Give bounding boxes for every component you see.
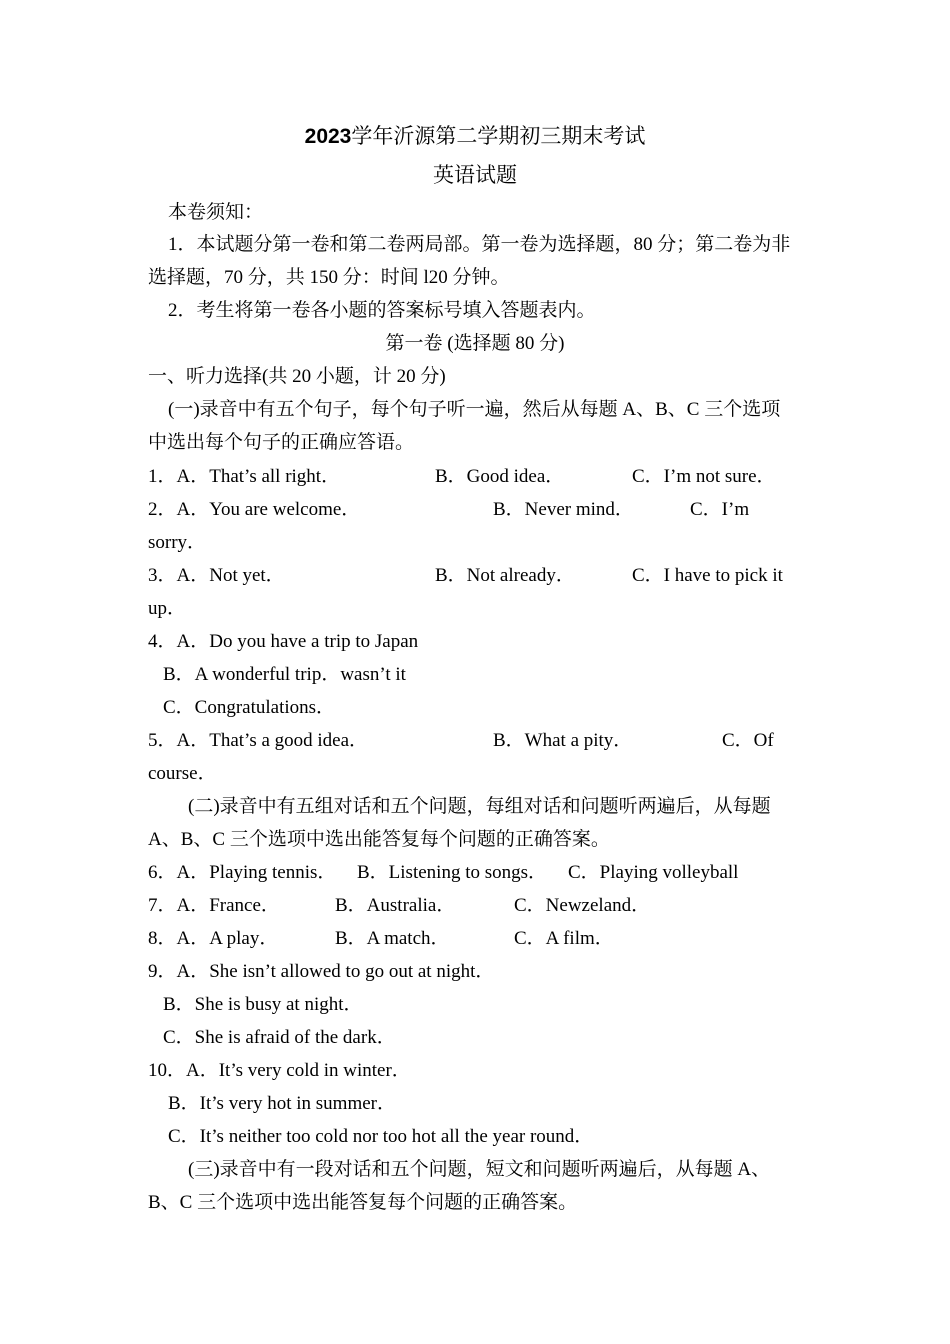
q9-option-c: C．She is afraid of the dark． <box>163 1027 396 1048</box>
q8-option-a: 8．A．A play． <box>148 928 279 949</box>
q4-option-b: B．A wonderful trip．wasn’t it <box>163 664 406 685</box>
q5-option-a: 5．A．That’s a good idea． <box>148 730 369 751</box>
q7-option-c: C．Newzeland． <box>514 895 651 916</box>
exam-subtitle: 英语试题 <box>433 163 517 187</box>
q6-option-c: C．Playing volleyball <box>568 862 739 883</box>
q2-option-a: 2．A．You are welcome． <box>148 499 361 520</box>
q1-option-c: C．I’m not sure． <box>632 466 776 487</box>
q8-option-b: B．A match． <box>335 928 450 949</box>
sub2-instruction-line-2: A、B、C 三个选项中选出能答复每个问题的正确答案。 <box>148 829 610 850</box>
sub3-instruction-line-2: B、C 三个选项中选出能答复每个问题的正确答案。 <box>148 1192 578 1213</box>
q4-option-a: 4．A．Do you have a trip to Japan <box>148 631 419 652</box>
exam-title-year: 2023 <box>304 125 352 148</box>
notice-heading: 本卷须知： <box>168 202 264 223</box>
q1-option-b: B．Good idea． <box>435 466 565 487</box>
q1-option-a: 1．A．That’s all right． <box>148 466 341 487</box>
q10-option-b: B．It’s very hot in summer． <box>168 1093 396 1114</box>
q3-option-c: C．I have to pick it <box>632 565 783 586</box>
notice-item-2: 2．考生将第一卷各小题的答案标号填入答题表内。 <box>168 300 596 321</box>
q10-option-a: 10．A．It’s very cold in winter． <box>148 1060 411 1081</box>
q10-option-c: C．It’s neither too cold nor too hot all the year round． <box>168 1126 594 1147</box>
q2-option-c-wrap: sorry． <box>148 532 207 553</box>
q5-option-b: B．What a pity． <box>493 730 633 751</box>
notice-item-1-line-1: 1．本试题分第一卷和第二卷两局部。第一卷为选择题，80 分；第二卷为非 <box>168 234 791 255</box>
part1-heading: 第一卷 (选择题 80 分) <box>385 333 565 354</box>
q3-option-c-wrap: up． <box>148 598 187 619</box>
q3-option-a: 3．A．Not yet． <box>148 565 285 586</box>
sub2-instruction-line-1: (二)录音中有五组对话和五个问题，每组对话和问题听两遍后，从每题 <box>188 796 771 817</box>
q5-option-c-wrap: course． <box>148 763 217 784</box>
sub3-instruction-line-1: (三)录音中有一段对话和五个问题，短文和问题听两遍后，从每题 A、 <box>188 1159 771 1180</box>
exam-title-text: 学年沂源第二学期初三期末考试 <box>351 124 646 148</box>
q3-option-b: B．Not already． <box>435 565 575 586</box>
sub1-instruction-line-1: (一)录音中有五个句子，每个句子听一遍，然后从每题 A、B、C 三个选项 <box>168 399 781 420</box>
q9-option-b: B．She is busy at night． <box>163 994 363 1015</box>
q2-option-b: B．Never mind． <box>493 499 634 520</box>
q2-option-c: C．I’m <box>690 499 750 520</box>
q7-option-a: 7．A．France． <box>148 895 280 916</box>
sub1-instruction-line-2: 中选出每个句子的正确应答语。 <box>148 432 415 453</box>
q7-option-b: B．Australia． <box>335 895 456 916</box>
notice-item-1-line-2: 选择题，70 分，共 150 分：时间 l20 分钟。 <box>148 267 510 288</box>
q9-option-a: 9．A．She isn’t allowed to go out at night． <box>148 961 495 982</box>
q6-option-a: 6．A．Playing tennis． <box>148 862 337 883</box>
q8-option-c: C．A film． <box>514 928 614 949</box>
q4-option-c: C．Congratulations． <box>163 697 336 718</box>
section1-title: 一、听力选择(共 20 小题，计 20 分) <box>148 366 446 387</box>
q5-option-c: C．Of <box>722 730 774 751</box>
q6-option-b: B．Listening to songs． <box>357 862 548 883</box>
exam-title <box>0 124 950 148</box>
